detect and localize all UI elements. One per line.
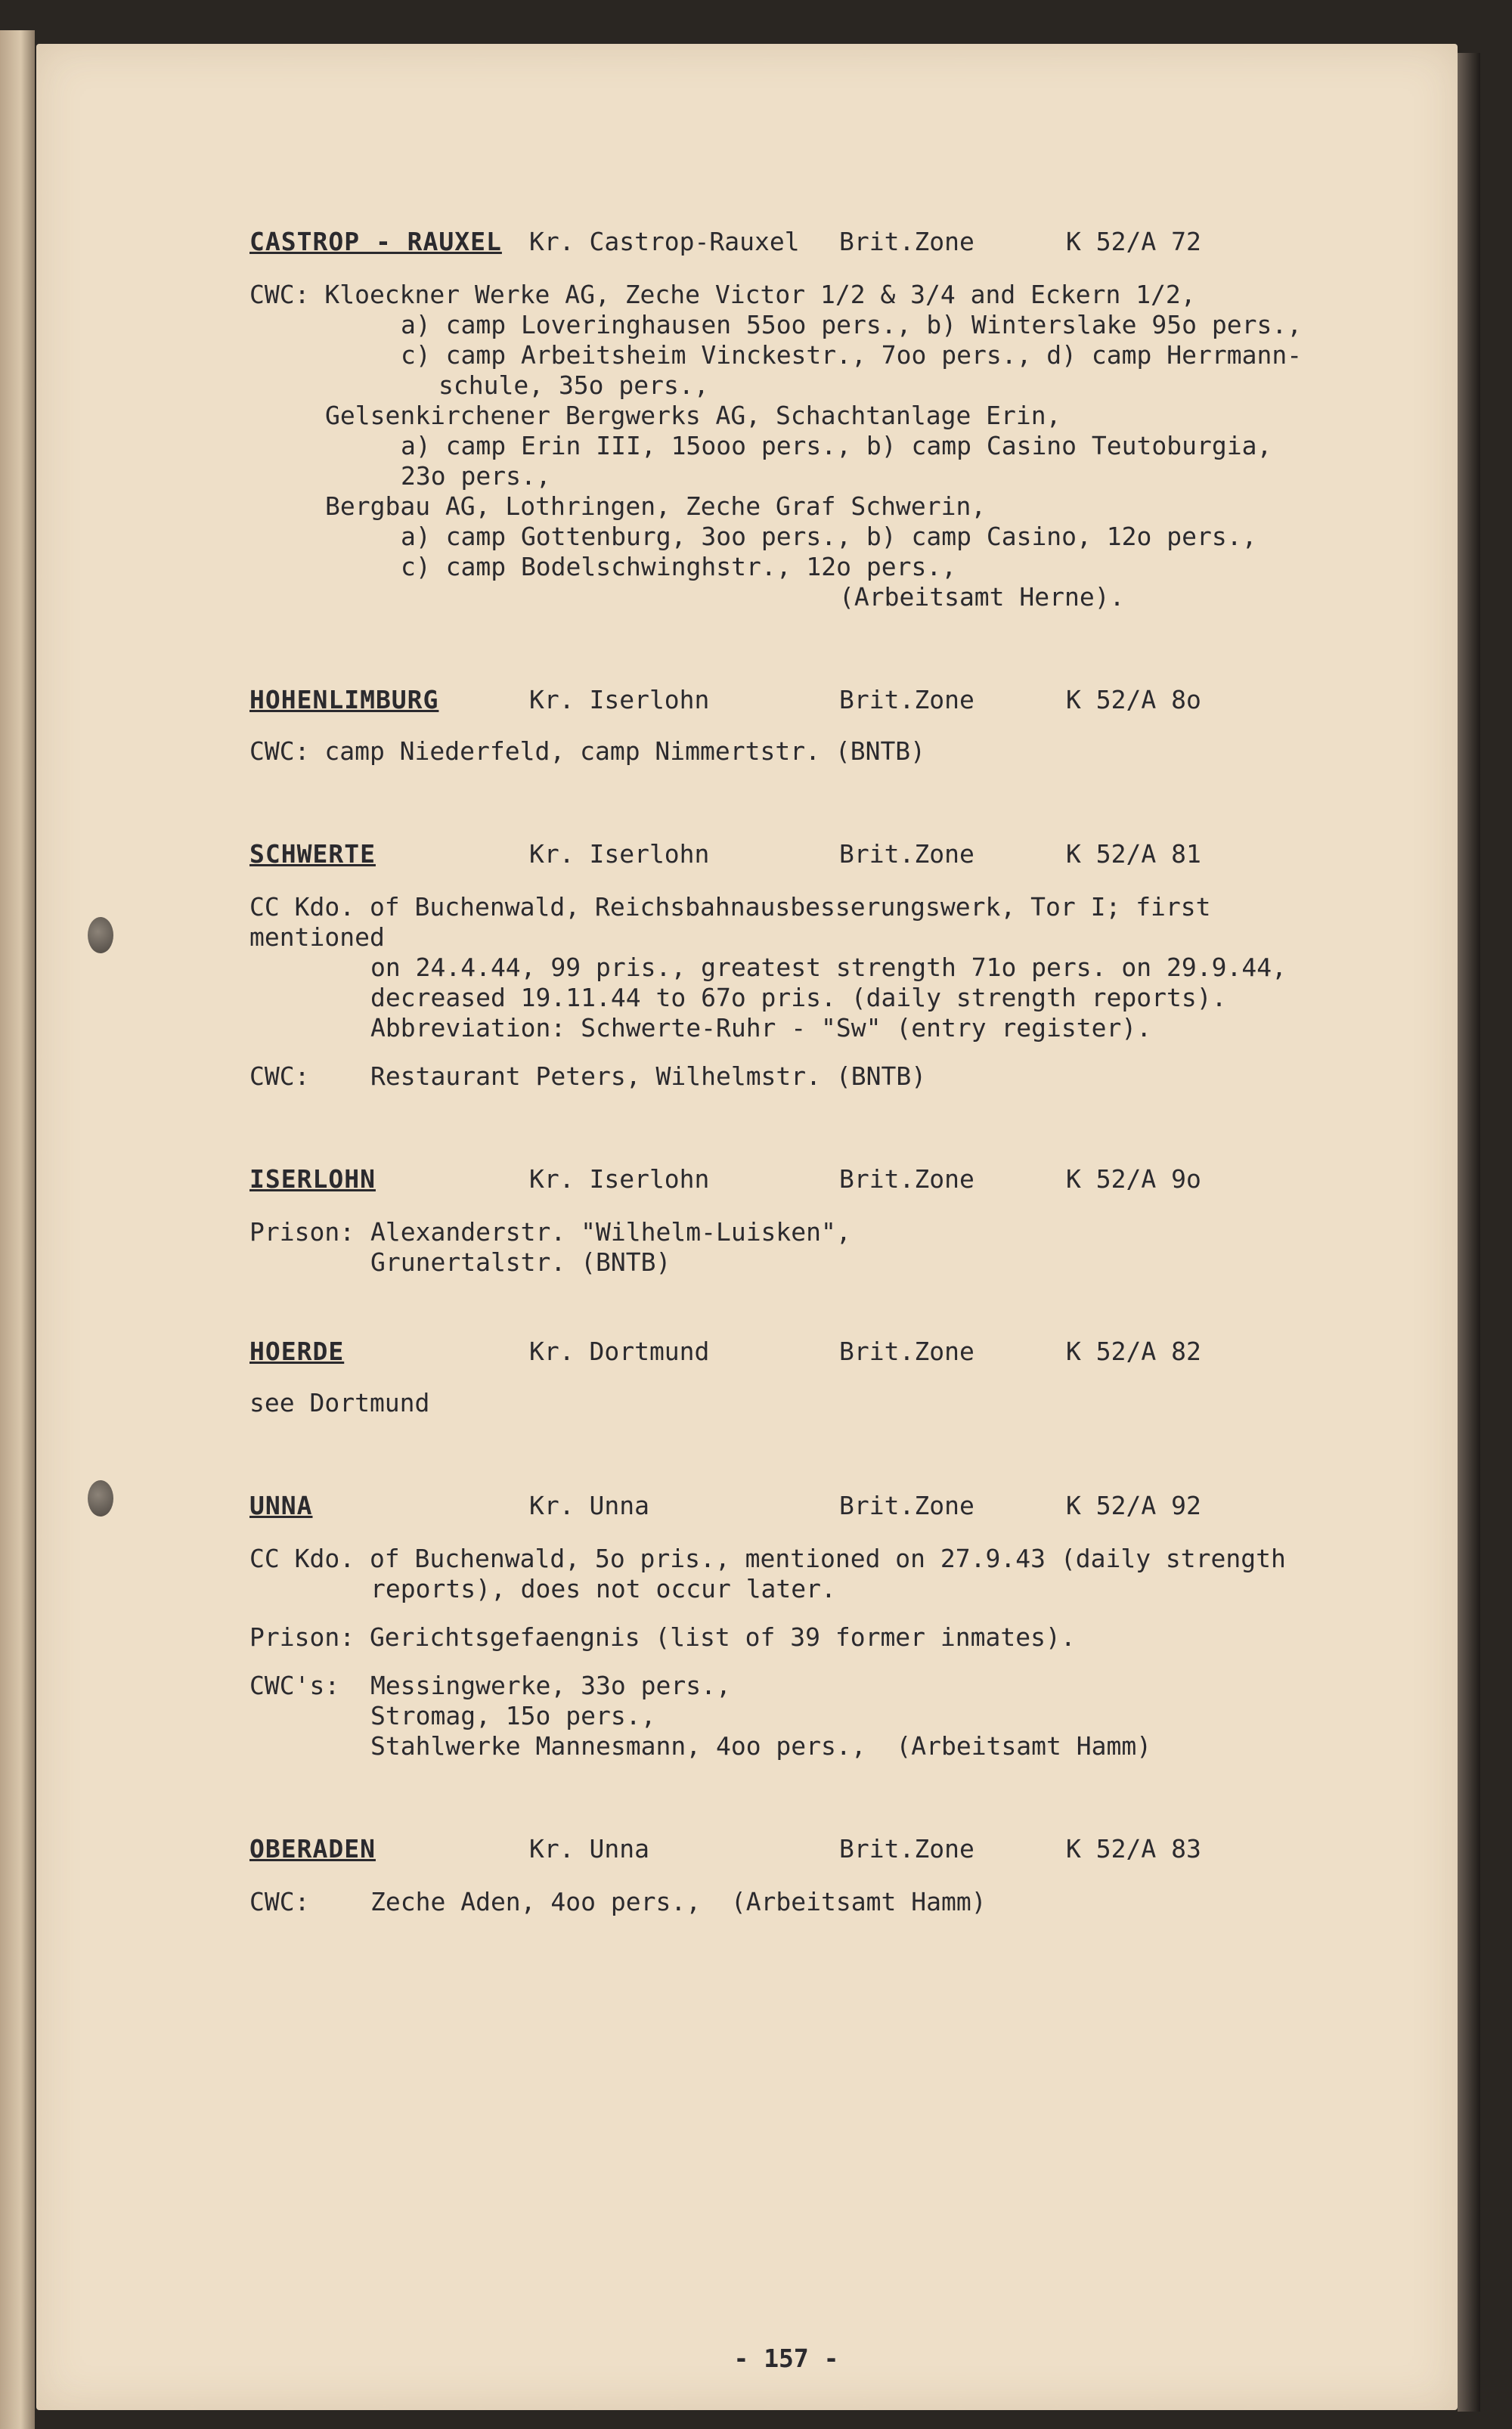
reference: K 52/A 92 — [1066, 1491, 1201, 1520]
entry-line-text: see Dortmund — [249, 1388, 430, 1417]
entry-line — [212, 892, 1361, 953]
entry-iserlohn — [212, 1164, 1361, 1278]
entry-line: 23o pers., — [401, 461, 551, 491]
entry-header — [212, 839, 1361, 875]
left-page-edge — [0, 30, 35, 2429]
place-name: HOERDE — [249, 1337, 345, 1366]
entry-line-text: CWC: Kloeckner Werke AG, Zeche Victor 1/2 & 3/4 and Eckern 1/2, — [249, 280, 1196, 309]
zone: Brit.Zone — [839, 839, 974, 869]
zone: Brit.Zone — [839, 1337, 974, 1366]
zone: Brit.Zone — [839, 1834, 974, 1864]
place-name: HOHENLIMBURG — [249, 685, 439, 714]
entry-line — [212, 1388, 1361, 1418]
entry-line — [212, 280, 1361, 310]
reference: K 52/A 9o — [1066, 1164, 1201, 1194]
entry-line-text: Zeche Aden, 4oo pers., (Arbeitsamt Hamm) — [370, 1887, 987, 1916]
zone: Brit.Zone — [839, 1164, 974, 1194]
entry-header — [212, 685, 1361, 721]
entry-line: on 24.4.44, 99 pris., greatest strength 71o pers. on 29.9.44, — [370, 953, 1287, 982]
entry-oberaden — [212, 1834, 1361, 1917]
entry-line: Bergbau AG, Lothringen, Zeche Graf Schwerin, — [325, 491, 987, 521]
zone: Brit.Zone — [839, 685, 974, 714]
place-name: OBERADEN — [249, 1834, 376, 1864]
entry-line-text: CC Kdo. of Buchenwald, Reichsbahnausbesserungswerk, Tor I; first mentioned — [249, 892, 1211, 952]
district: Kr. Castrop-Rauxel — [529, 227, 800, 256]
place-name: UNNA — [249, 1491, 313, 1520]
entry-line: a) camp Gottenburg, 3oo pers., b) camp Casino, 12o pers., — [401, 522, 1257, 551]
entry-line: decreased 19.11.44 to 67o pris. (daily strength reports). — [370, 983, 1227, 1012]
entry-line — [212, 1544, 1361, 1574]
district: Kr. Dortmund — [529, 1337, 710, 1366]
entry-hohenlimburg — [212, 685, 1361, 767]
entry-label: CWC's: — [249, 1671, 340, 1700]
entry-line — [212, 1061, 1361, 1092]
district: Kr. Unna — [529, 1491, 649, 1520]
punch-hole-icon — [88, 1480, 113, 1517]
district: Kr. Iserlohn — [529, 839, 710, 869]
entry-label: CWC: — [249, 1061, 310, 1091]
page-edge-shadow — [1458, 53, 1480, 2412]
zone: Brit.Zone — [839, 1491, 974, 1520]
entry-castrop-rauxel — [212, 227, 1361, 612]
entry-line: (Arbeitsamt Herne). — [839, 582, 1125, 612]
district: Kr. Iserlohn — [529, 1164, 710, 1194]
reference: K 52/A 81 — [1066, 839, 1201, 869]
district: Kr. Iserlohn — [529, 685, 710, 714]
entry-line: c) camp Arbeitsheim Vinckestr., 7oo pers., d) camp Herrmann- — [401, 340, 1303, 370]
page-number: - 157 - — [733, 2344, 839, 2373]
entry-line — [212, 1887, 1361, 1917]
entry-header — [212, 1164, 1361, 1201]
district: Kr. Unna — [529, 1834, 649, 1864]
zone: Brit.Zone — [839, 227, 974, 256]
entry-line-text: CC Kdo. of Buchenwald, 5o pris., mentioned on 27.9.43 (daily strength — [249, 1544, 1286, 1573]
entry-line-text: Restaurant Peters, Wilhelmstr. (BNTB) — [370, 1061, 927, 1091]
entry-header — [212, 1337, 1361, 1373]
entry-line: Stahlwerke Mannesmann, 4oo pers., (Arbeitsamt Hamm) — [370, 1731, 1152, 1761]
entry-line: reports), does not occur later. — [370, 1574, 836, 1603]
entry-line: Gelsenkirchener Bergwerks AG, Schachtanlage Erin, — [325, 401, 1061, 430]
punch-hole-icon — [88, 917, 113, 953]
entry-header — [212, 1834, 1361, 1870]
reference: K 52/A 82 — [1066, 1337, 1201, 1366]
entry-line-text: CWC: camp Niederfeld, camp Nimmertstr. (BNTB) — [249, 736, 926, 766]
page-content — [212, 227, 1361, 2373]
entry-unna — [212, 1491, 1361, 1761]
entry-line: schule, 35o pers., — [438, 370, 709, 400]
place-name: SCHWERTE — [249, 839, 376, 869]
entry-line — [212, 1217, 1361, 1247]
reference: K 52/A 8o — [1066, 685, 1201, 714]
entry-line-text: Alexanderstr. "Wilhelm-Luisken", — [370, 1217, 851, 1247]
entry-line — [212, 736, 1361, 767]
entry-line: c) camp Bodelschwinghstr., 12o pers., — [401, 552, 957, 581]
entry-line-text: Messingwerke, 33o pers., — [370, 1671, 731, 1700]
entry-line: a) camp Loveringhausen 55oo pers., b) Winterslake 95o pers., — [401, 310, 1303, 339]
entry-line: Grunertalstr. (BNTB) — [370, 1247, 671, 1277]
reference: K 52/A 83 — [1066, 1834, 1201, 1864]
entry-line — [212, 1622, 1361, 1653]
entry-line-text: Prison: Gerichtsgefaengnis (list of 39 former inmates). — [249, 1622, 1076, 1652]
entry-hoerde — [212, 1337, 1361, 1418]
entry-line: Abbreviation: Schwerte-Ruhr - "Sw" (entry register). — [370, 1013, 1152, 1043]
entry-schwerte — [212, 839, 1361, 1092]
entry-header — [212, 1491, 1361, 1527]
entry-label: CWC: — [249, 1887, 310, 1916]
entry-line: a) camp Erin III, 15ooo pers., b) camp Casino Teutoburgia, — [401, 431, 1272, 460]
entry-header — [212, 227, 1361, 263]
entry-label: Prison: — [249, 1217, 355, 1247]
place-name: CASTROP - RAUXEL — [249, 227, 502, 256]
reference: K 52/A 72 — [1066, 227, 1201, 256]
entry-line: Stromag, 15o pers., — [370, 1701, 656, 1730]
place-name: ISERLOHN — [249, 1164, 376, 1194]
entry-line — [212, 1671, 1361, 1701]
